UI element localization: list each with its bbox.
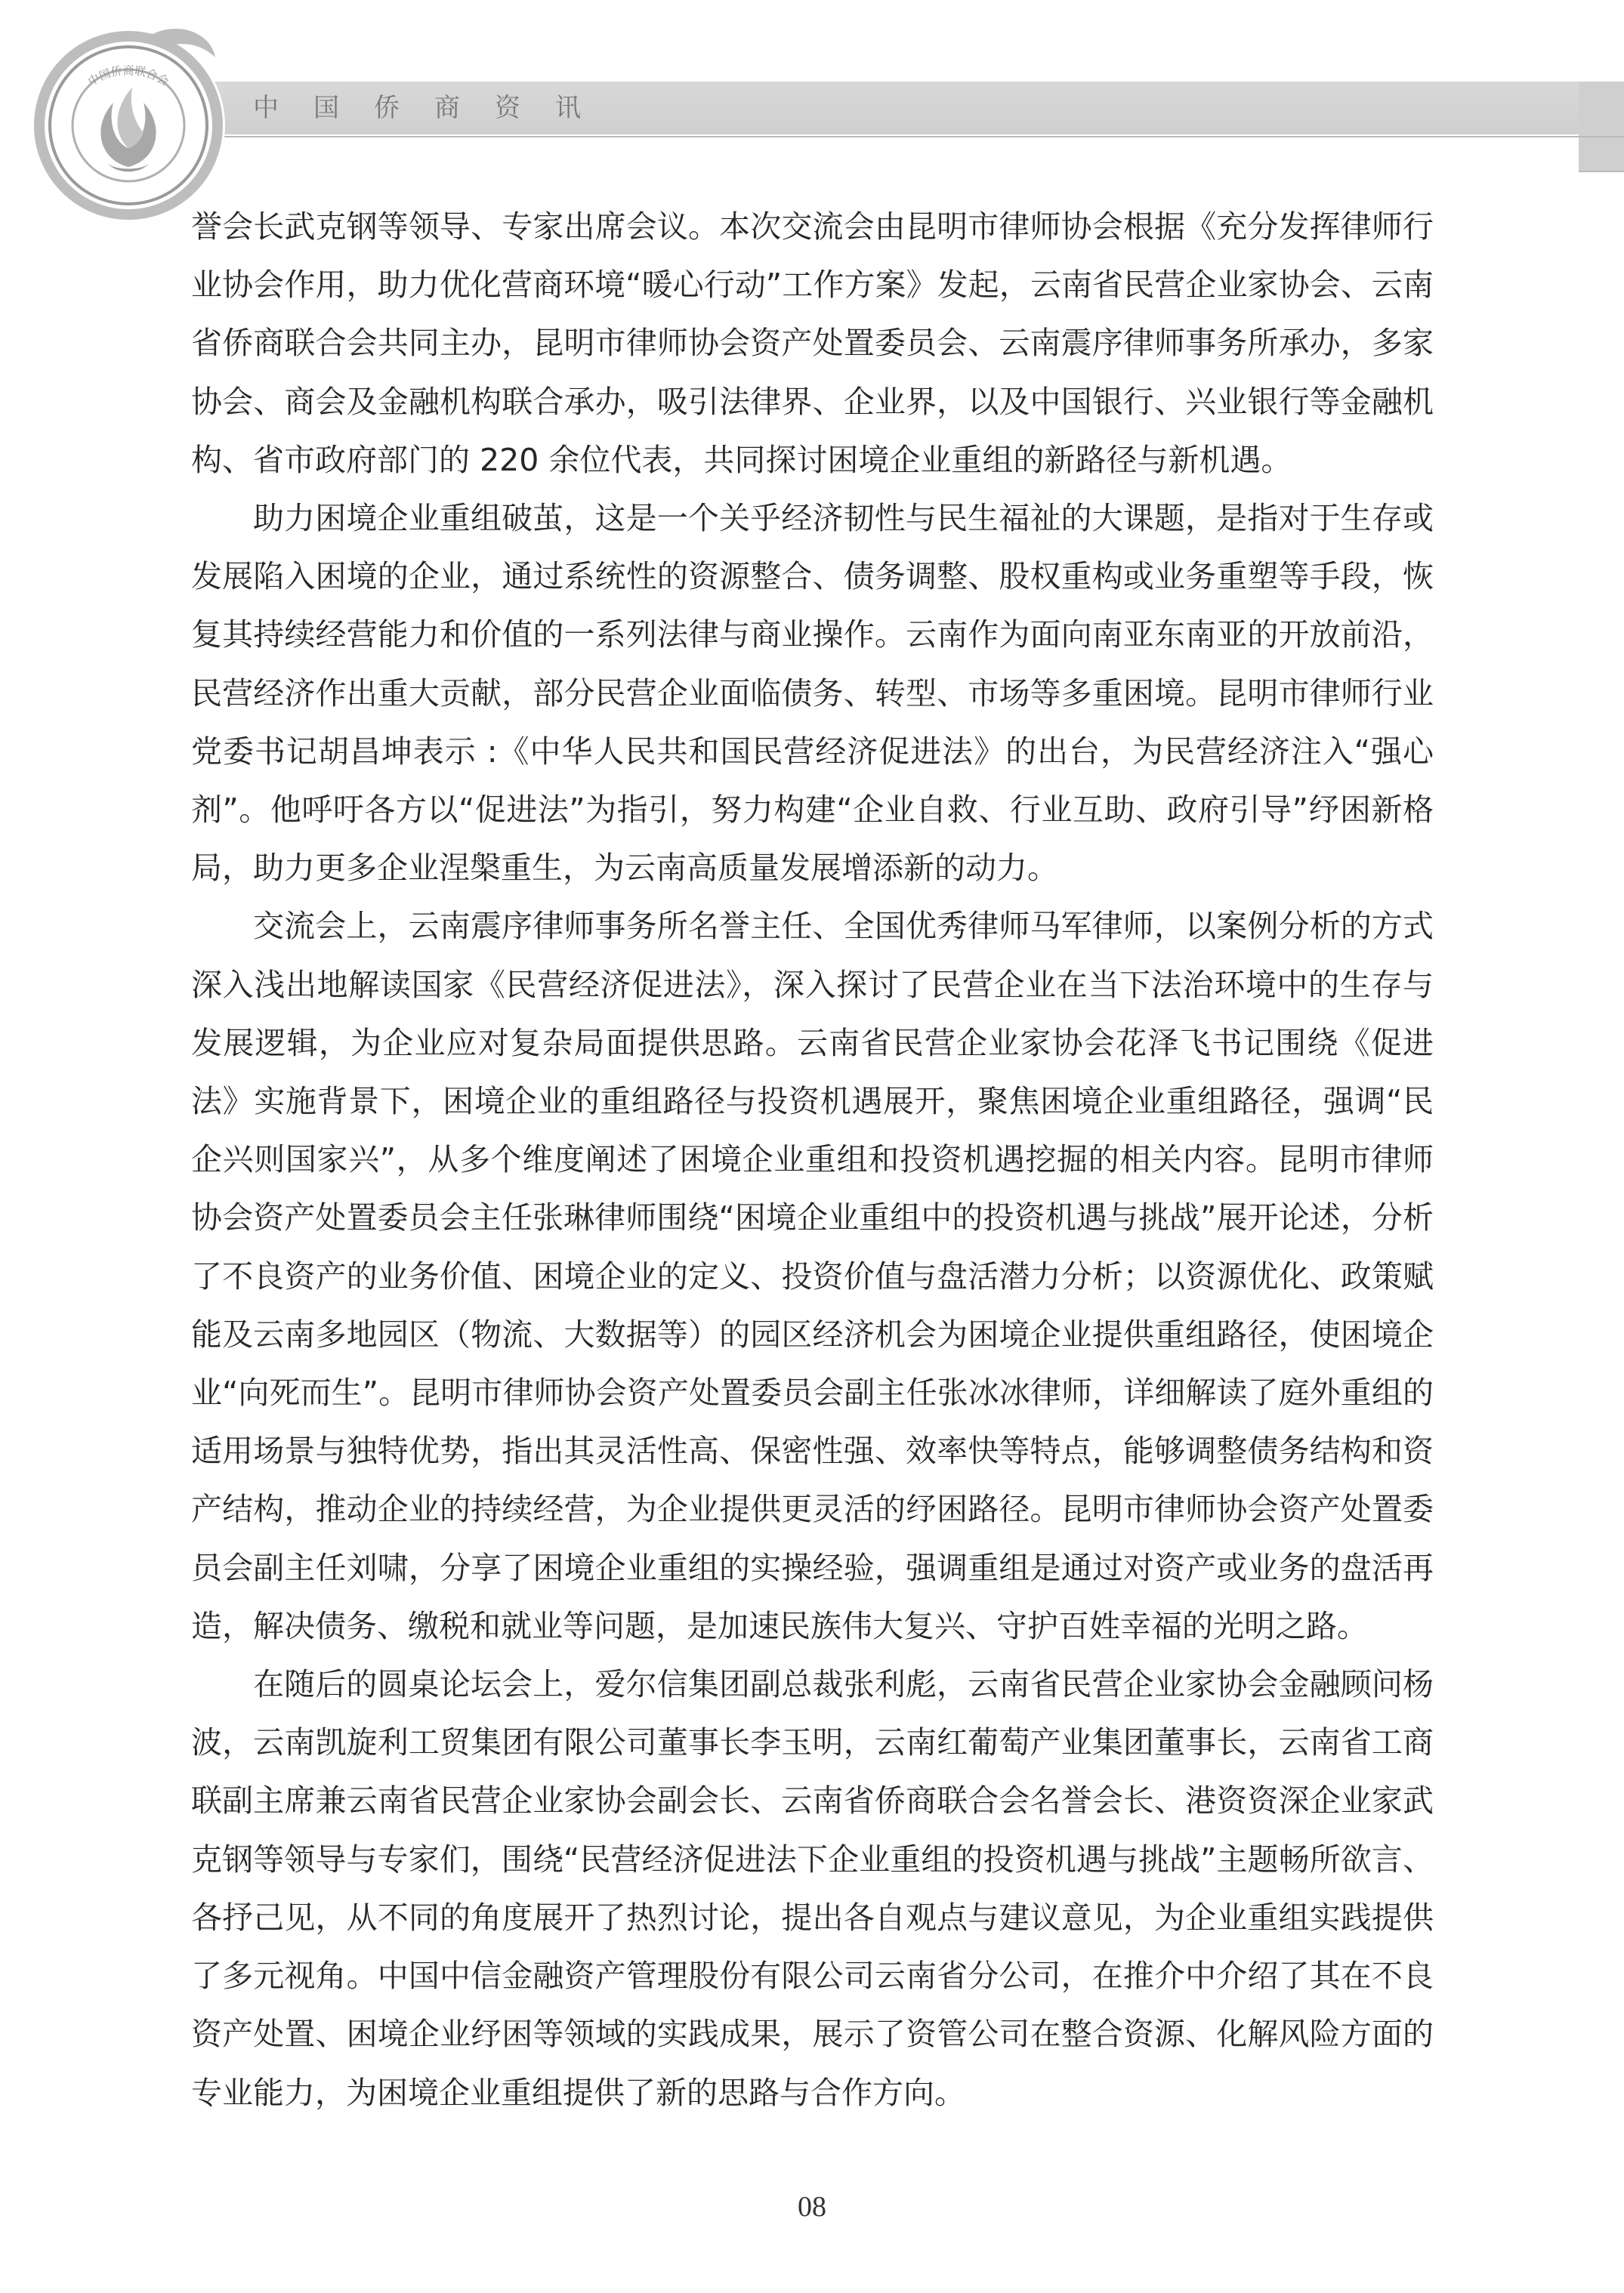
publication-title: 中国侨商资讯 <box>253 93 616 123</box>
page-header <box>0 0 1624 196</box>
header-rule <box>193 136 1624 137</box>
page-number: 08 <box>798 2191 826 2223</box>
header-band-tail <box>1579 82 1624 171</box>
paragraph: 助力困境企业重组破茧，这是一个关乎经济韧性与民生福祉的大课题，是指对于生存或发展陷入困境的企业，通过系统性的资源整合、债务调整、股权重构或业务重塑等手段，恢复其持续经营能力和价值的一系列法律与商业操作。云南作为面向南亚东南亚的开放前沿，民营经济作出重大贡献，部分民营企业面临债务、转型、市场等多重困境。昆明市律师行业党委书记胡昌坤表示 :《中华人民共和国民营经济促进法》的出台，为民营经济注入“强心剂”。他呼吁各方以“促进法”为指引，努力构建“企业自救、行业互助、政府引导”纾困新格局，助力更多企业涅槃重生，为云南高质量发展增添新的动力。 <box>191 500 1434 887</box>
header-rule-tail <box>1579 171 1624 172</box>
paragraph: 交流会上，云南震序律师事务所名誉主任、全国优秀律师马军律师，以案例分析的方式深入浅出地解读国家《民营经济促进法》，深入探讨了民营企业在当下法治环境中的生存与发展逻辑，为企业应对复杂局面提供思路。云南省民营企业家协会花泽飞书记围绕《促进法》实施背景下，困境企业的重组路径与投资机遇展开，聚焦困境企业重组路径，强调“民企兴则国家兴”，从多个维度阐述了困境企业重组和投资机遇挖掘的相关内容。昆明市律师协会资产处置委员会主任张琳律师围绕“困境企业重组中的投资机遇与挑战”展开论述，分析了不良资产的业务价值、困境企业的定义、投资价值与盘活潜力分析；以资源优化、政策赋能及云南多地园区（物流、大数据等）的园区经济机会为困境企业提供重组路径，使困境企业“向死而生”。昆明市律师协会资产处置委员会副主任张冰冰律师，详细解读了庭外重组的适用场景与独特优势，指出其灵活性高、保密性强、效率快等特点，能够调整债务结构和资产结构，推动企业的持续经营，为企业提供更灵活的纾困路径。昆明市律师协会资产处置委员会副主任刘啸，分享了困境企业重组的实操经验，强调重组是通过对资产或业务的盘活再造，解决债务、缴税和就业等问题，是加速民族伟大复兴、守护百姓幸福的光明之路。 <box>191 908 1434 1644</box>
association-logo-icon <box>23 12 234 224</box>
article-body <box>191 198 1434 2122</box>
logo-text: 中国侨商联合会 <box>85 63 171 89</box>
paragraph-continued: 誉会长武克钢等领导、专家出席会议。本次交流会由昆明市律师协会根据《充分发挥律师行业协会作用，助力优化营商环境“暖心行动”工作方案》发起，云南省民营企业家协会、云南省侨商联合会共同主办，昆明市律师协会资产处置委员会、云南震序律师事务所承办，多家协会、商会及金融机构联合承办，吸引法律界、企业界，以及中国银行、兴业银行等金融机构、省市政府部门的 220 余位代表，共同探讨困境企业重组的新路径与新机遇。 <box>191 208 1434 478</box>
paragraph: 在随后的圆桌论坛会上，爱尔信集团副总裁张利彪，云南省民营企业家协会金融顾问杨波，云南凯旋利工贸集团有限公司董事长李玉明，云南红葡萄产业集团董事长，云南省工商联副主席兼云南省民营企业家协会副会长、云南省侨商联合会名誉会长、港资资深企业家武克钢等领导与专家们，围绕“民营经济促进法下企业重组的投资机遇与挑战”主题畅所欲言、各抒己见，从不同的角度展开了热烈讨论，提出各自观点与建议意见，为企业重组实践提供了多元视角。中国中信金融资产管理股份有限公司云南省分公司，在推介中介绍了其在不良资产处置、困境企业纾困等领域的实践成果，展示了资管公司在整合资源、化解风险方面的专业能力，为困境企业重组提供了新的思路与合作方向。 <box>191 1666 1434 2111</box>
